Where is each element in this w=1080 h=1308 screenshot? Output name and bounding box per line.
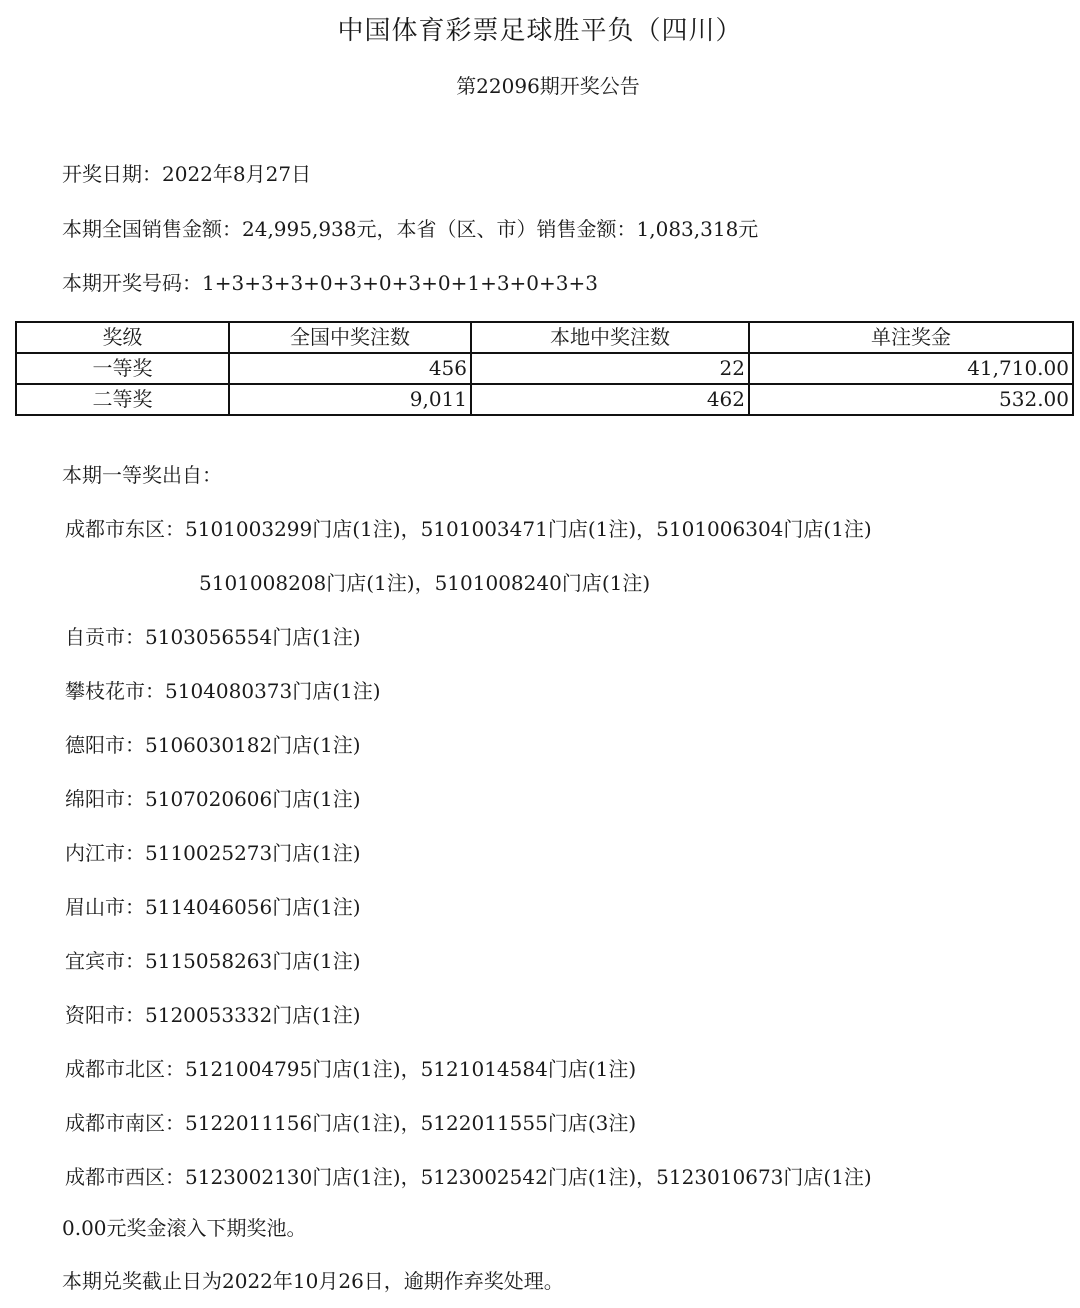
prize-level: 一等奖 (16, 353, 229, 384)
city-label: 成都市西区： (65, 1165, 185, 1189)
shop-list: 5104080373门店(1注) (165, 679, 381, 703)
city-label: 宜宾市： (65, 949, 145, 973)
city-label: 内江市： (65, 841, 145, 865)
winners-heading: 本期一等奖出自： (62, 463, 222, 487)
national-winners: 456 (229, 353, 471, 384)
list-item (65, 729, 361, 758)
city-label: 成都市东区： (65, 517, 185, 541)
header-local-winners: 本地中奖注数 (471, 322, 749, 353)
list-item (65, 945, 361, 974)
shop-list: 5103056554门店(1注) (145, 625, 361, 649)
shop-list: 5106030182门店(1注) (145, 733, 361, 757)
prize-table-header (16, 322, 1073, 353)
city-label: 成都市北区： (65, 1057, 185, 1081)
shop-list: 5101008208门店(1注)，5101008240门店(1注) (199, 571, 651, 595)
shop-list: 5107020606门店(1注) (145, 787, 361, 811)
header-prize-level: 奖级 (16, 322, 229, 353)
list-item (65, 1053, 636, 1082)
rollover-notice: 0.00元奖金滚入下期奖池。 (62, 1216, 307, 1240)
shop-list: 5121004795门店(1注)，5121014584门店(1注) (185, 1057, 637, 1081)
table-row (16, 384, 1073, 415)
list-item (65, 891, 361, 920)
list-item (65, 999, 361, 1028)
table-row (16, 353, 1073, 384)
shop-list: 5110025273门店(1注) (145, 841, 361, 865)
shop-list: 5120053332门店(1注) (145, 1003, 361, 1027)
city-label: 攀枝花市： (65, 679, 165, 703)
list-item (65, 1107, 636, 1136)
city-label: 眉山市： (65, 895, 145, 919)
sales-amount: 本期全国销售金额：24,995,938元，本省（区、市）销售金额：1,083,318元 (62, 217, 759, 241)
list-item (65, 621, 361, 650)
claim-deadline-notice: 本期兑奖截止日为2022年10月26日，逾期作弃奖处理。 (62, 1269, 564, 1293)
list-item (65, 675, 381, 704)
local-winners: 22 (471, 353, 749, 384)
prize-amount: 41,710.00 (749, 353, 1073, 384)
page-title: 中国体育彩票足球胜平负（四川） (337, 16, 743, 46)
list-item (65, 513, 872, 542)
shop-list: 5115058263门店(1注) (145, 949, 361, 973)
national-winners: 9,011 (229, 384, 471, 415)
shop-list: 5123002130门店(1注)，5123002542门店(1注)，5123010673门店(1注) (185, 1165, 872, 1189)
city-label: 成都市南区： (65, 1111, 185, 1135)
header-prize-amount: 单注奖金 (749, 322, 1073, 353)
city-label: 德阳市： (65, 733, 145, 757)
shop-list: 5114046056门店(1注) (145, 895, 361, 919)
winning-numbers: 本期开奖号码：1+3+3+3+0+3+0+3+0+1+3+0+3+3 (62, 271, 598, 295)
list-item (65, 837, 361, 866)
prize-table (15, 321, 1074, 416)
list-item (65, 1161, 872, 1190)
shop-list: 5101003299门店(1注)，5101003471门店(1注)，5101006304门店(1注) (185, 517, 872, 541)
list-item (199, 567, 650, 596)
draw-period-subtitle: 第22096期开奖公告 (456, 74, 640, 98)
list-item (65, 783, 361, 812)
shop-list: 5122011156门店(1注)，5122011555门店(3注) (185, 1111, 637, 1135)
draw-date: 开奖日期：2022年8月27日 (62, 162, 312, 186)
city-label: 绵阳市： (65, 787, 145, 811)
header-national-winners: 全国中奖注数 (229, 322, 471, 353)
city-label: 资阳市： (65, 1003, 145, 1027)
city-label: 自贡市： (65, 625, 145, 649)
prize-amount: 532.00 (749, 384, 1073, 415)
prize-level: 二等奖 (16, 384, 229, 415)
local-winners: 462 (471, 384, 749, 415)
